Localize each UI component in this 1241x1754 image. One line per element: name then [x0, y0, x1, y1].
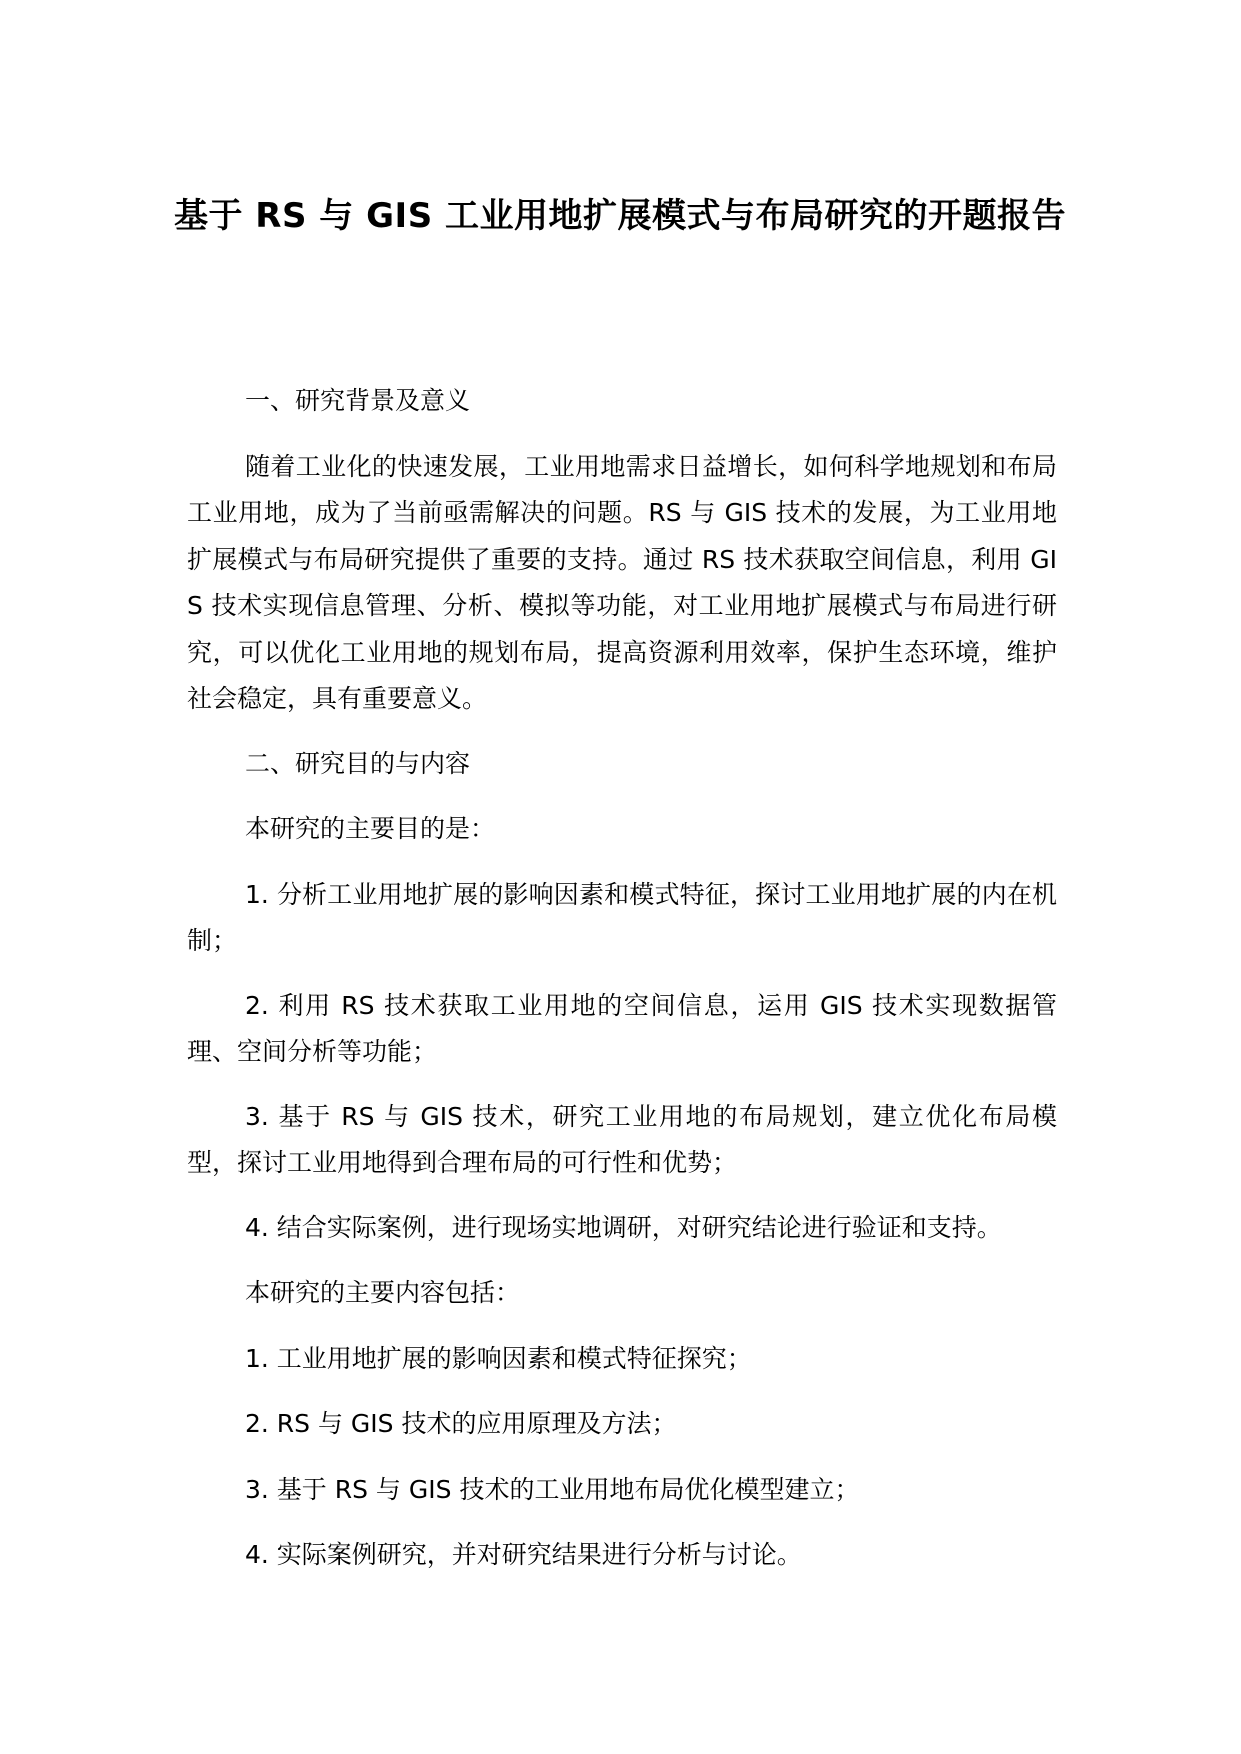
objective-item-3: 3. 基于 RS 与 GIS 技术，研究工业用地的布局规划，建立优化布局模型，探讨工业用地得到合理布局的可行性和优势； [187, 1101, 1057, 1177]
objective-item-1: 1. 分析工业用地扩展的影响因素和模式特征，探讨工业用地扩展的内在机制； [187, 879, 1057, 955]
objectives-intro: 本研究的主要目的是： [245, 814, 496, 843]
document-title: 基于 RS 与 GIS 工业用地扩展模式与布局研究的开题报告 [173, 196, 1067, 236]
content-item-1: 1. 工业用地扩展的影响因素和模式特征探究； [245, 1343, 752, 1373]
section-heading-objectives: 二、研究目的与内容 [245, 748, 471, 778]
content-item-3: 3. 基于 RS 与 GIS 技术的工业用地布局优化模型建立； [245, 1474, 860, 1504]
objective-item-4: 4. 结合实际案例，进行现场实地调研，对研究结论进行验证和支持。 [245, 1212, 1002, 1242]
objective-item-2: 2. 利用 RS 技术获取工业用地的空间信息，运用 GIS 技术实现数据管理、空间分析等功能； [187, 990, 1057, 1066]
contents-intro: 本研究的主要内容包括： [245, 1278, 521, 1307]
content-item-4: 4. 实际案例研究，并对研究结果进行分析与讨论。 [245, 1540, 802, 1569]
content-item-2: 2. RS 与 GIS 技术的应用原理及方法； [245, 1409, 677, 1438]
paragraph-background: 随着工业化的快速发展，工业用地需求日益增长，如何科学地规划和布局工业用地，成为了当前亟需解决的问题。RS 与 GIS 技术的发展，为工业用地扩展模式与布局研究提供了重要的支持。通过 RS 技术获取空间信息，利用 GIS 技术实现信息管理、分析、模拟等功能，对工业用地扩展模式与布局进行研究，可以优化工业用地的规划布局，提高资源利用效率，保护生态环境，维护社会稳定，具有重要意义。 [187, 451, 1057, 713]
document-body [187, 378, 1057, 1598]
section-heading-background: 一、研究背景及意义 [245, 386, 471, 415]
